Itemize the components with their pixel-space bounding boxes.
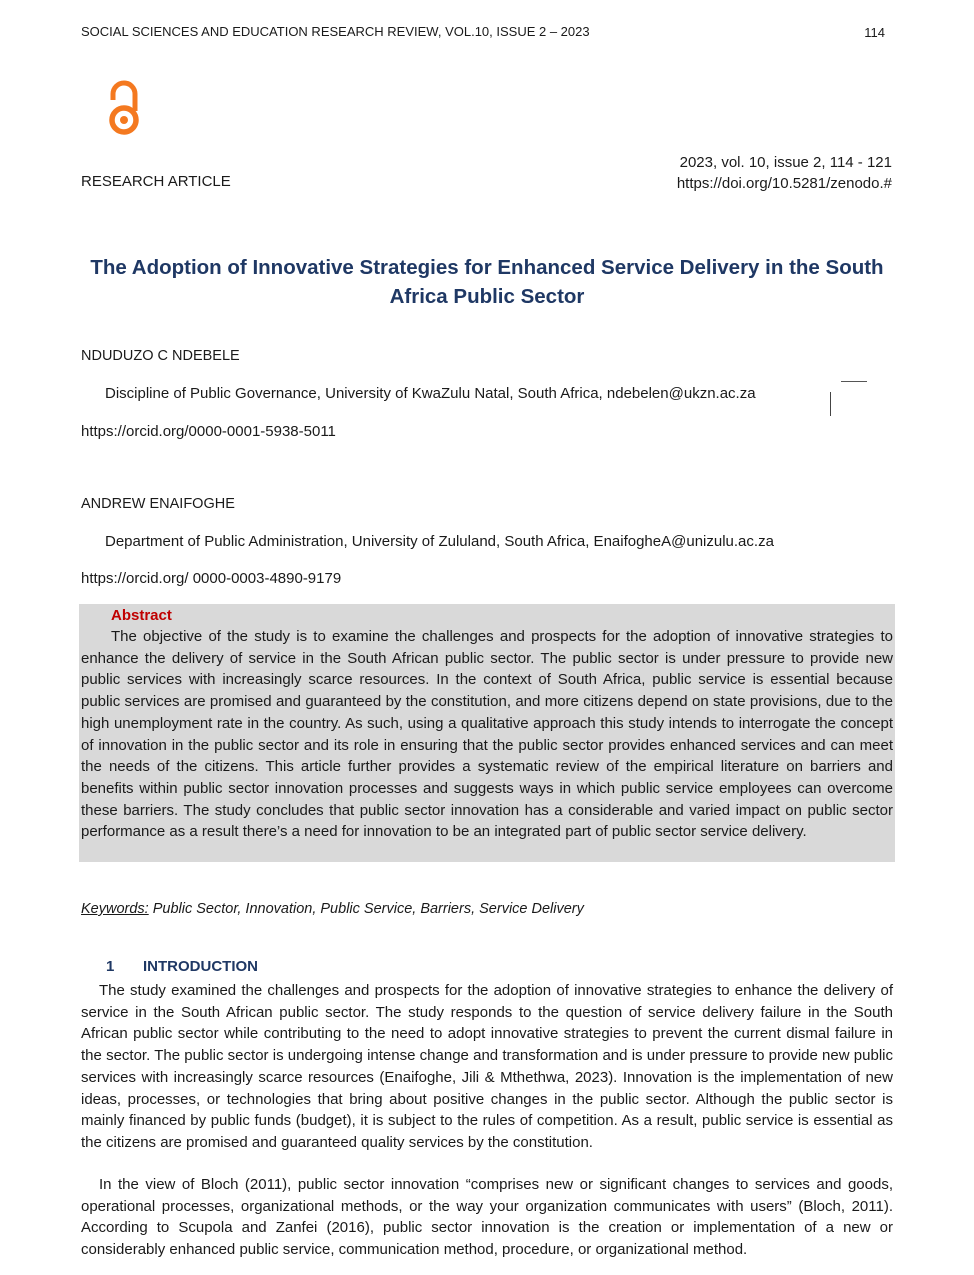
orcid-link-2[interactable]: https://orcid.org/ 0000-0003-4890-9179 — [81, 570, 342, 587]
keywords-list: Public Sector, Innovation, Public Service, Barriers, Service Delivery — [148, 901, 584, 917]
abstract-heading: Abstract — [111, 607, 172, 624]
doi-link[interactable]: https://doi.org/10.5281/zenodo.# — [676, 175, 892, 192]
keywords — [81, 901, 584, 917]
page-number: 114 — [864, 25, 885, 40]
keywords-label: Keywords: — [81, 901, 149, 917]
text-cursor-mark — [830, 392, 831, 416]
journal-header: SOCIAL SCIENCES AND EDUCATION RESEARCH REVIEW, VOL.10, ISSUE 2 – 2023 — [81, 24, 590, 39]
section-title: INTRODUCTION — [143, 958, 258, 975]
orcid-link-1[interactable]: https://orcid.org/0000-0001-5938-5011 — [81, 423, 336, 440]
abstract-text: The objective of the study is to examine the challenges and prospects for the adoption of innovative strategies to enhance the delivery of service in the South African public sector. The public sector is under pressure to provide new public services with increasingly scarce resources. In the context of South Africa, public service is essential because public services are promised and guaranteed by the constitution, and more citizens depend on state provisions, due to the high unemployment rate in the country. As such, using a qualitative approach this study intends to interrogate the concept of innovation in the public sector and its role in ensuring that the public sector provides enhanced services and can meet the needs of the citizens. This article further provides a systematic review of the empirical literature on barriers and benefits within public sector innovation processes and suggests ways in which public service employees can overcome these barriers. The study concludes that public sector innovation has a considerable and varied impact on public sector performance as a result there’s a need for innovation to be an integrated part of public sector service delivery. — [81, 628, 893, 841]
article-type: RESEARCH ARTICLE — [81, 173, 231, 190]
author-affiliation-1: Discipline of Public Governance, University of KwaZulu Natal, South Africa, ndebelen@ukzn.ac.za — [105, 385, 756, 402]
article-title: The Adoption of Innovative Strategies for Enhanced Service Delivery in the South Africa Public Sector — [90, 256, 884, 308]
paragraph: The study examined the challenges and prospects for the adoption of innovative strategies to enhance the delivery of service in the South African public sector. The study responds to the question of service delivery failure in the South African public sector while contributing to the need to adopt innovative strategies to prevent the current dismal failure in the sector. The public sector is undergoing intense change and transformation and is under pressure to provide new public services with increasingly scarce resources (Enaifoghe, Jili & Mthethwa, 2023). Innovation is the implementation of new ideas, processes, or technologies that bring about positive changes in the public sector. Although the public sector is mainly financed by public funds (budget), it is subject to the rules of competition. As a result, public service is essential as the citizens are promised and guaranteed quality services by the constitution. — [81, 982, 893, 1151]
open-access-icon — [104, 78, 144, 138]
citation-block — [677, 152, 892, 194]
section-number: 1 — [106, 958, 115, 975]
paragraph: In the view of Bloch (2011), public sector innovation “comprises new or significant changes to services and goods, operational processes, organizational methods, or the way your organization communicates with users” (Bloch, 2011). According to Scupola and Zanfei (2016), public sector innovation is the creation or implementation of a new or considerably enhanced public service, communication method, procedure, or organizational method. — [81, 1176, 893, 1259]
citation-volume: 2023, vol. 10, issue 2, 114 - 121 — [679, 154, 892, 171]
author-name-1: NDUDUZO C NDEBELE — [81, 348, 240, 364]
author-affiliation-2: Department of Public Administration, University of Zululand, South Africa, EnaifogheA@unizulu.ac.za — [105, 533, 774, 550]
author-name-2: ANDREW ENAIFOGHE — [81, 496, 235, 512]
divider-mark — [841, 381, 867, 382]
